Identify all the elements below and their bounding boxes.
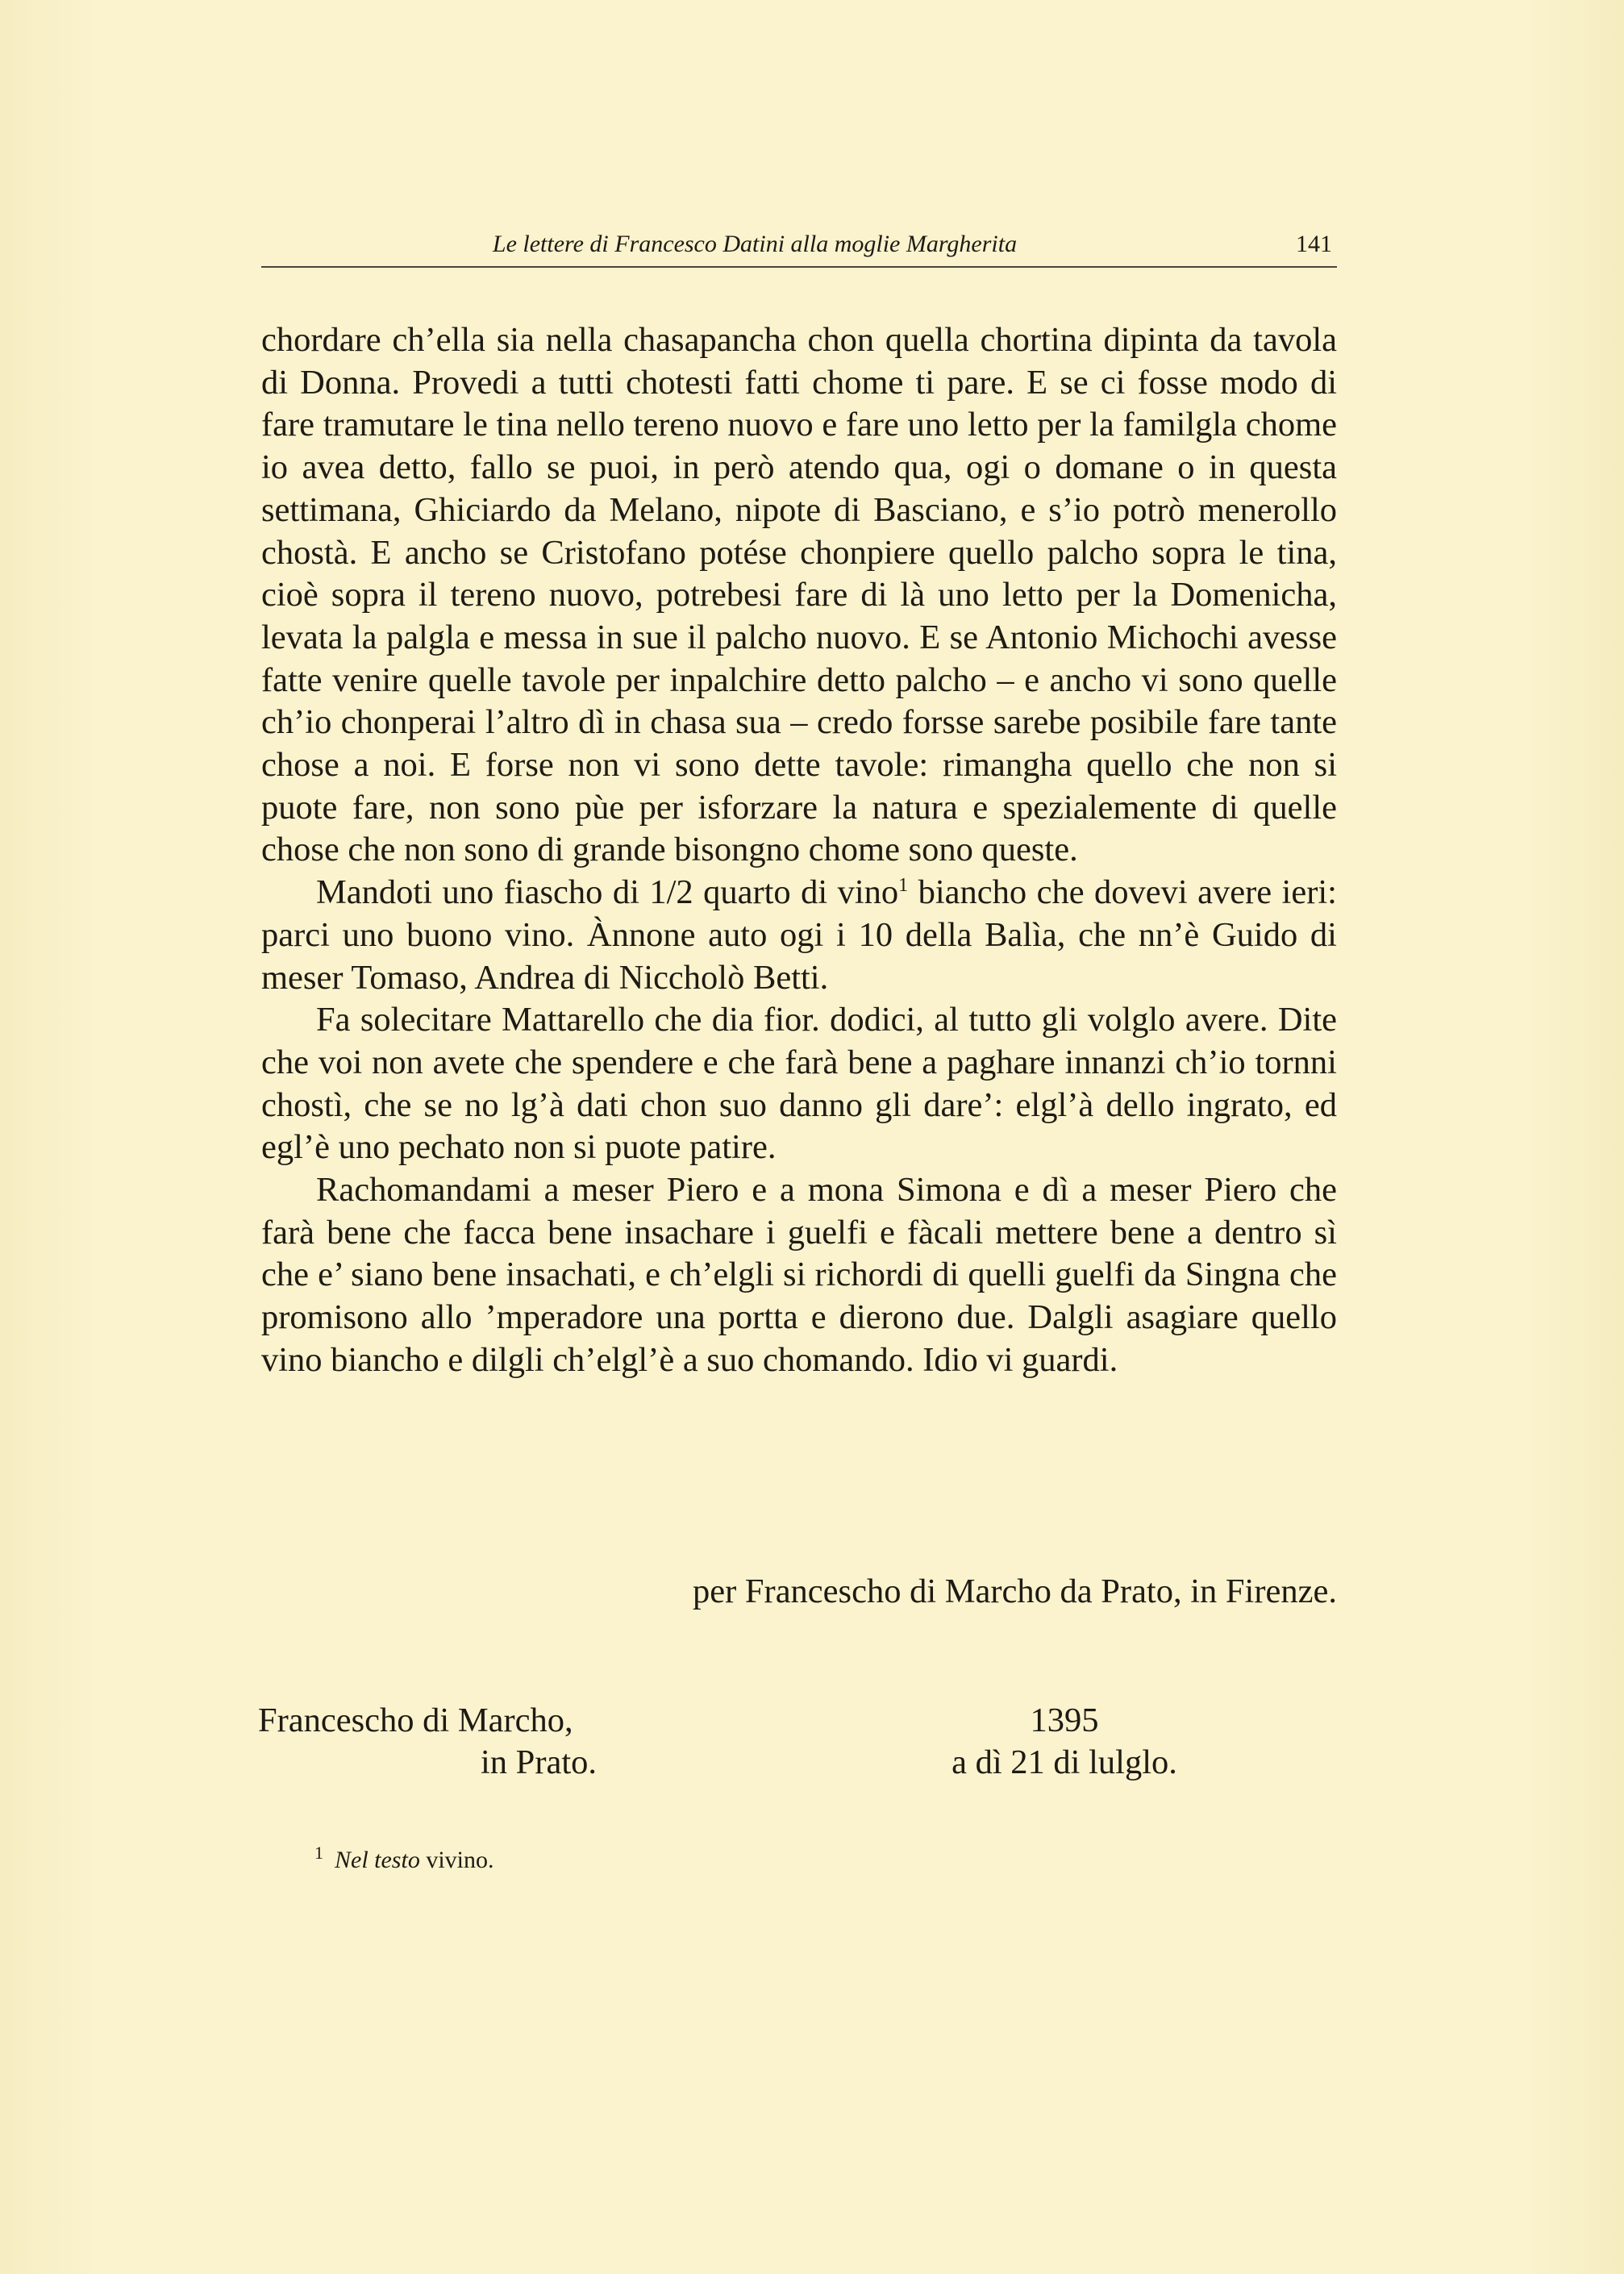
letter-body — [261, 319, 1337, 1382]
paragraph-1 — [261, 319, 1337, 872]
footnote-text: vivino. — [426, 1847, 494, 1873]
date-day: a dì 21 di lulglo. — [951, 1743, 1177, 1781]
running-header — [261, 227, 1337, 268]
letter-signature: per Franceschо di Marcho da Prato, in Firenze. — [693, 1572, 1337, 1610]
date-year: 1395 — [1030, 1701, 1099, 1739]
footnote-number: 1 — [314, 1843, 323, 1863]
paragraph-2-text-end: biancho che dovevi avere ieri: parci uno buono vino. Ànnone auto ogi i 10 della Balìa, che nn’è Guido di meser Tomaso, Andrea di Niccholò Betti. — [261, 873, 1337, 997]
page-number: 141 — [1296, 231, 1332, 257]
footnote-reference: 1 — [898, 874, 909, 896]
paragraph-3-text: Fa solecitare Mattarello che dia fior. dodici, al tutto gli volglo avere. Dite che voi non avete che spendere e che farà bene a paghare innanzi ch’io tornni chostì, che se no lg’à dati chon suo danno gli dare’: elgl’à dello ingrato, ed egl’è uno pechato non si puote patire. — [261, 1001, 1337, 1167]
paragraph-3 — [261, 999, 1337, 1169]
paragraph-4 — [261, 1169, 1337, 1382]
paragraph-2 — [261, 872, 1337, 999]
sender-name: Francescho di Marcho, — [258, 1701, 573, 1739]
footnote-label: Nel testo — [335, 1847, 420, 1873]
date-block — [927, 1700, 1201, 1784]
paragraph-1-text: chordare ch’ella sia nella chasapancha chon quella chortina dipinta da tavola di Donna. Provedi a tutti chotesti fatti chome ti pare. E se ci fosse modo di fare tramutare le tina nello tereno nuovo e fare uno letto per la familgla chome io avea detto, fallo se puoi, in però atendo qua, ogi o domane o in questa settimana, Ghiciardo da Melano, nipote di Basciano, e s’io potrò menerollo chostà. E ancho se Cristofano potése chonpiere quello palcho sopra le tina, cioè sopra il tereno nuovo, potrebesi fare di là uno letto per la Domenicha, levata la palgla e messa in sue il palcho nuovo. E se Antonio Michochi avesse fatte venire quelle tavole per inpalchire detto palcho – e ancho vi sono quelle ch’io chonperai l’altro dì in chasa sua – credo forsse sarebe posibile fare tante chose a noi. E forse non vi sono dette tavole: rimangha quello che non si puote fare, non sono pùe per isforzare la natura e spezialemente di quelle chose che non sono di grande bisongno chome sono queste. — [261, 321, 1337, 869]
paragraph-4-text: Rachomandami a meser Piero e a mona Simona e dì a meser Piero che farà bene che facca bene insachare i guelfi e fàcali mettere bene a dentro sì che e’ siano bene insachati, e ch’elgli si richordi di quelli guelfi da Singna che promisono allo ’mperadore una portta e dierono due. Dalgli asagiare quello vino biancho e dilgli ch’elgl’è a suo chomando. Idio vi guardi. — [261, 1171, 1337, 1379]
paragraph-2-text-start: Mandoti uno fiascho di 1/2 quarto di vino — [316, 873, 899, 912]
footnote — [314, 1839, 494, 1875]
running-title: Le lettere di Francesco Datini alla moglie Margherita — [492, 231, 1018, 257]
sender-place: in Prato. — [481, 1743, 598, 1781]
sender-block — [258, 1700, 597, 1784]
